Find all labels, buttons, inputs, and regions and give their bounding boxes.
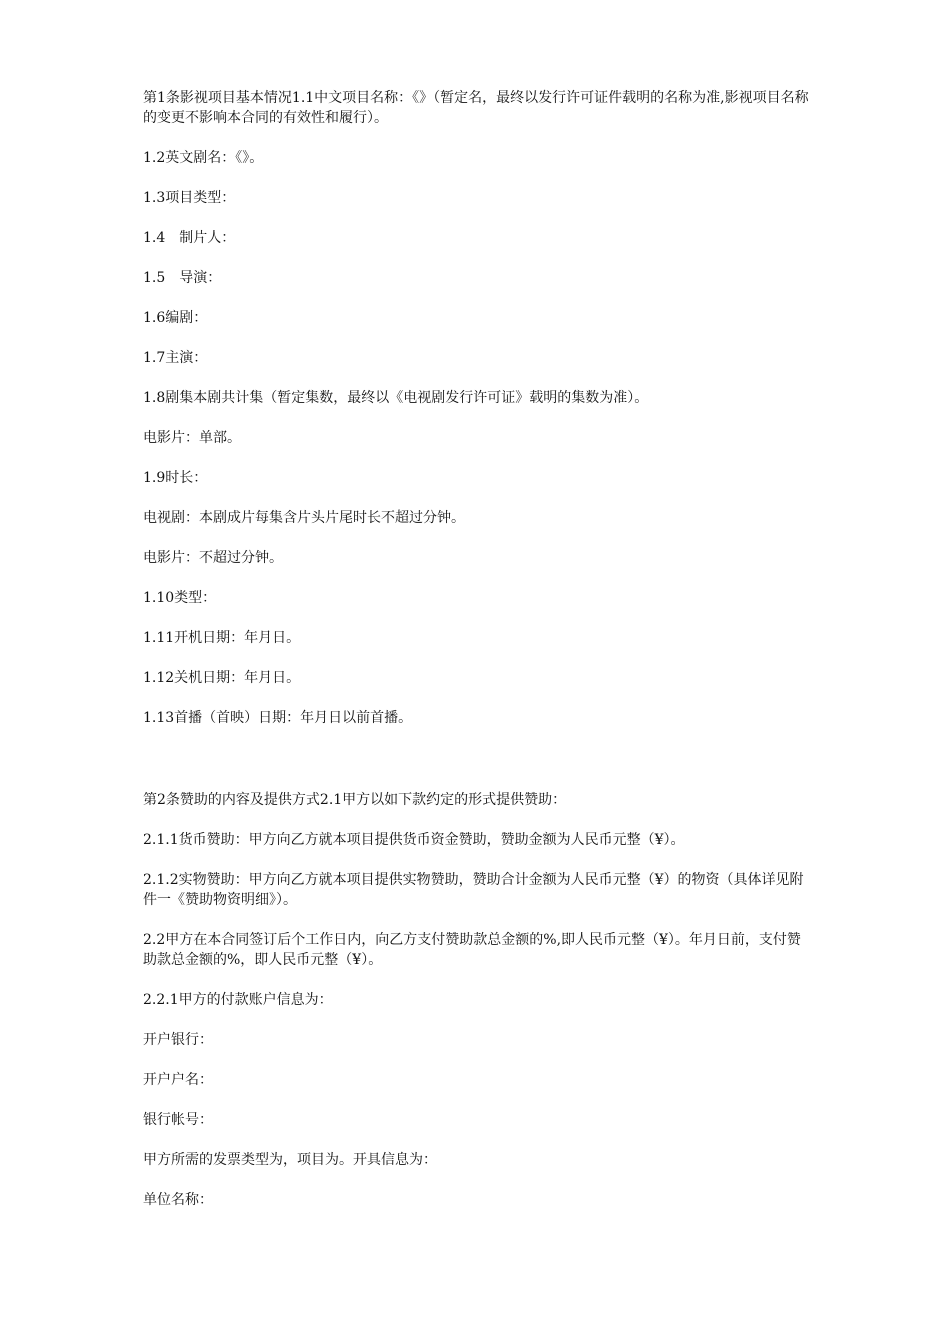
section2-paragraph-6: 开户银行：: [143, 1032, 213, 1048]
section2-paragraph-3: 2.1.2实物赞助：甲方向乙方就本项目提供实物赞助，赞助合计金额为人民币元整（¥）的物资（具体详见附件一《赞助物资明细》）。: [143, 872, 804, 908]
section1-paragraph-8: 1.8剧集本剧共计集（暂定集数，最终以《电视剧发行许可证》载明的集数为准）。: [143, 390, 649, 406]
section1-paragraph-5: 1.5 导演：: [143, 270, 222, 286]
section1-paragraph-13: 1.10类型：: [143, 590, 217, 606]
section1-paragraph-15: 1.12关机日期：年月日。: [143, 670, 301, 686]
section1-paragraph-4: 1.4 制片人：: [143, 230, 236, 246]
document-page: [143, 88, 811, 1230]
section-1: [143, 88, 811, 728]
section-spacer: [143, 748, 811, 790]
section1-paragraph-14: 1.11开机日期：年月日。: [143, 630, 301, 646]
section2-paragraph-8: 银行帐号：: [143, 1112, 213, 1128]
section2-paragraph-9: 甲方所需的发票类型为，项目为。开具信息为：: [143, 1152, 437, 1168]
section1-paragraph-11: 电视剧：本剧成片每集含片头片尾时长不超过分钟。: [143, 510, 465, 526]
section1-paragraph-12: 电影片：不超过分钟。: [143, 550, 283, 566]
section1-paragraph-7: 1.7主演：: [143, 350, 208, 366]
section2-paragraph-2: 2.1.1货币赞助：甲方向乙方就本项目提供货币资金赞助，赞助金额为人民币元整（¥）。: [143, 832, 685, 848]
section1-paragraph-1: 第1条影视项目基本情况1.1中文项目名称：《》（暂定名，最终以发行许可证件载明的名称为准,影视项目名称的变更不影响本合同的有效性和履行）。: [143, 90, 809, 126]
section2-paragraph-4: 2.2甲方在本合同签订后个工作日内，向乙方支付赞助款总金额的%,即人民币元整（¥）。年月日前，支付赞助款总金额的%，即人民币元整（¥）。: [143, 932, 801, 968]
section1-paragraph-2: 1.2英文剧名：《》。: [143, 150, 264, 166]
section1-paragraph-16: 1.13首播（首映）日期：年月日以前首播。: [143, 710, 413, 726]
section2-paragraph-10: 单位名称：: [143, 1192, 213, 1208]
section1-paragraph-6: 1.6编剧：: [143, 310, 208, 326]
section2-paragraph-1: 第2条赞助的内容及提供方式2.1甲方以如下款约定的形式提供赞助：: [143, 792, 567, 808]
section-2: [143, 790, 811, 1210]
section2-paragraph-7: 开户户名：: [143, 1072, 213, 1088]
section2-paragraph-5: 2.2.1甲方的付款账户信息为：: [143, 992, 333, 1008]
section1-paragraph-3: 1.3项目类型：: [143, 190, 236, 206]
section1-paragraph-10: 1.9时长：: [143, 470, 208, 486]
section1-paragraph-9: 电影片：单部。: [143, 430, 241, 446]
